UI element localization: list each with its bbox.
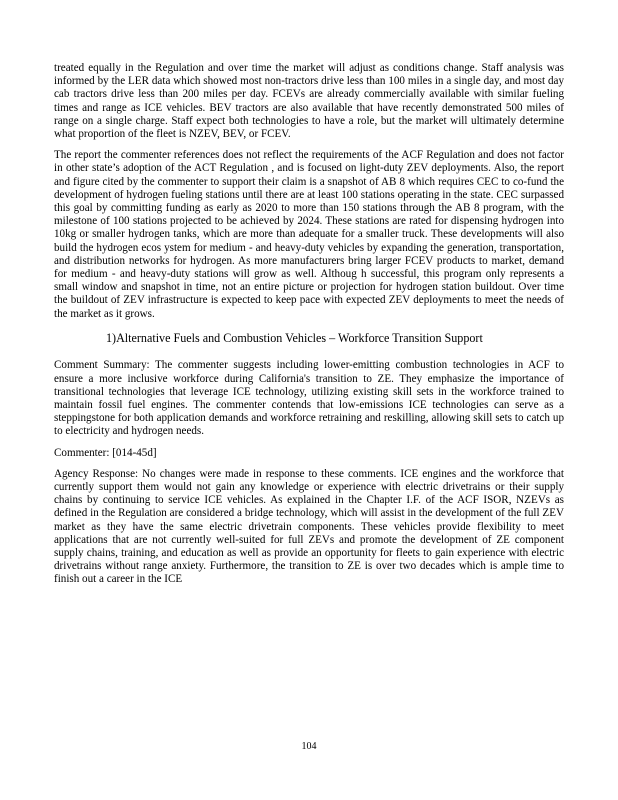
page-body: [54, 62, 564, 595]
page-number: 104: [301, 741, 317, 752]
agency-response: Agency Response: No changes were made in response to these comments. ICE engines and the workforce that currently support them would not gain any knowledge or experience with electric drivetrains or their supply chains by continuing to service ICE vehicles. As explained in the Chapter I.F. of the ACF ISOR, NZEVs as defined in the Regulation are considered a bridge technology, which will assist in the development of the full ZEV market as they have the same electric drivetrain components. These vehicles provide flexibility to meet applications that are not currently well-suited for full ZEVs and promote the development of ZE component supply chains, training, and education as well as provide an opportunity for fleets to gain experience with electric drivetrains without range anxiety. Furthermore, the transition to ZE is over two decades which is ample time to finish out a career in the ICE: [54, 467, 564, 586]
section-heading: 1)Alternative Fuels and Combustion Vehicles – Workforce Transition Support: [106, 330, 483, 345]
paragraph-hydrogen-report: The report the commenter references does not reflect the requirements of the ACF Regulation and does not factor in other state’s adoption of the ACT Regulation , and is focused on light-duty ZEV deployments. Also, the report and figure cited by the commenter to support their claim is a snapshot of AB 8 which requires CEC to co-fund the development of hydrogen fueling stations until there are at least 100 stations operating in the state. CEC surpassed this goal by committing funding as early as 2020 to more than 150 stations through the AB 8 program, with the milestone of 100 stations projected to be achieved by 2024. These stations are rated for dispensing hydrogen into 10kg or smaller hydrogen tanks, which are more than adequate for a smaller truck. These developments will also build the hydrogen ecos ystem for medium - and heavy-duty vehicles by expanding the generation, transportation, and distribution networks for hydrogen. As more manufacturers bring larger FCEV products to market, demand for medium - and heavy-duty stations will grow as well. Althoug h successful, this program only represents a small window and snapshot in time, not an entire picture or projection for hydrogen station buildout. Over time the buildout of ZEV infrastructure is expected to keep pace with expected ZEV deployments to meet the needs of the market as it grows.: [54, 149, 564, 320]
paragraph-market-adjustment: treated equally in the Regulation and over time the market will adjust as conditions change. Staff analysis was informed by the LER data which showed most non-tractors drive less than 100 miles in a single day, and most day cab tractors drive less than 200 miles per day. FCEVs are already commercially available with similar fueling times and range as ICE vehicles. BEV tractors are also available that have recently demonstrated 500 miles of range on a single charge. Staff expect both technologies to have a role, but the market will ultimately determine what proportion of the fleet is NZEV, BEV, or FCEV.: [54, 62, 564, 141]
comment-summary: Comment Summary: The commenter suggests including lower-emitting combustion technologies in ACF to ensure a more inclusive workforce during California's transition to ZE. They emphasize the importance of transitional technologies that leverage ICE technology, utilizing existing skill sets in the workforce trained to maintain fossil fuel engines. The commenter contends that low-emissions ICE technologies can serve as a steppingstone for both application demands and workforce retraining and reskilling, allowing skill sets to catch up to electricity and hydrogen needs.: [54, 359, 564, 438]
commenter-id: Commenter: [014-45d]: [54, 446, 157, 459]
